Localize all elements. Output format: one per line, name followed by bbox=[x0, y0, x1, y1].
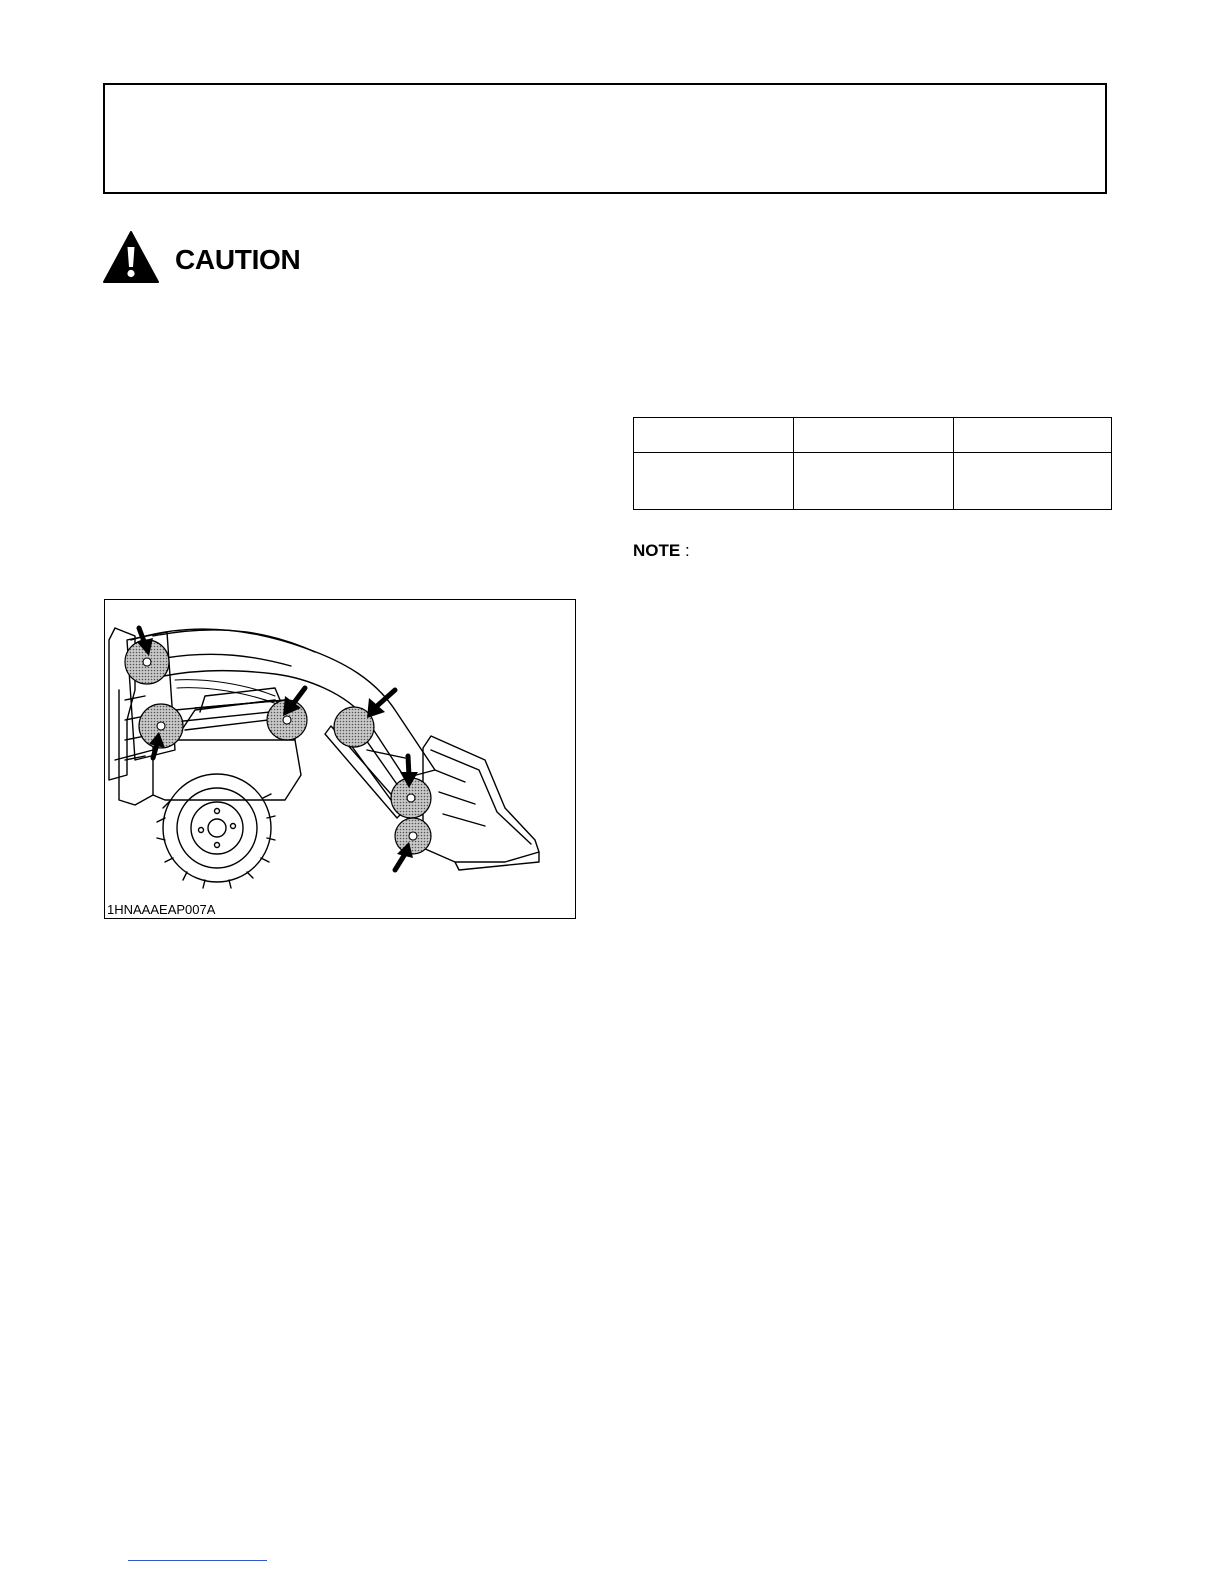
header-box bbox=[103, 83, 1107, 194]
table-cell bbox=[634, 453, 794, 510]
caution-heading bbox=[103, 229, 300, 285]
table-cell bbox=[794, 418, 954, 453]
caution-label: CAUTION bbox=[175, 244, 301, 275]
front-loader-grease-points-illustration bbox=[105, 600, 575, 900]
table-row bbox=[634, 453, 1112, 510]
table-cell bbox=[794, 453, 954, 510]
table-cell bbox=[954, 453, 1112, 510]
footer-rule bbox=[128, 1560, 267, 1561]
note-label: NOTE bbox=[633, 541, 681, 560]
figure-caption: 1HNAAAEAP007A bbox=[107, 902, 216, 917]
spec-table bbox=[633, 417, 1112, 510]
loader-figure bbox=[104, 599, 576, 919]
table-cell bbox=[634, 418, 794, 453]
warning-triangle-icon bbox=[103, 231, 159, 283]
table-cell bbox=[954, 418, 1112, 453]
note-separator: : bbox=[680, 541, 690, 560]
note-heading bbox=[633, 541, 690, 561]
table-row bbox=[634, 418, 1112, 453]
